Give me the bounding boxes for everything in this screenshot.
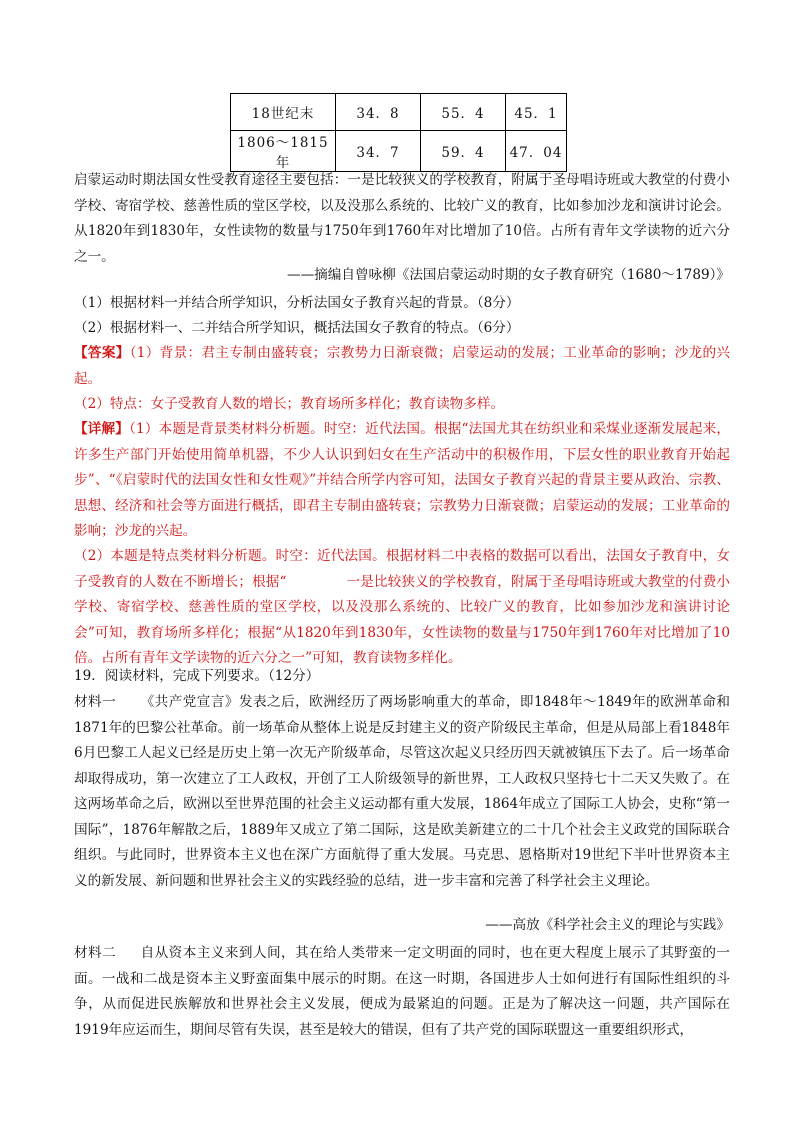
material-1-label: 材料一	[74, 694, 117, 710]
table-cell: 59．4	[421, 131, 506, 172]
detail-part-1: （1）本题是背景类材料分析题。时空：近代法国。根据“法国尤其在纺织业和采煤业逐渐发展起来，许多生产部门开始使用简单机器，不少人认识到妇女在生产活动中的积极作用，下层女性的职业教育开始起步”、“《启蒙时代的法国女性和女性观》”并结合所学内容可知，法国女子教育兴起的背景主要从政治、宗教、思想、经济和社会等方面进行概括，即君主专制由盛转衰；宗教势力日渐衰微；启蒙运动的发展；工业革命的影响；沙龙的兴起。	[74, 421, 731, 539]
material-1-text: 《共产党宣言》发表之后，欧洲经历了两场影响重大的革命，即1848年～1849年的欧洲革命和1871年的巴黎公社革命。前一场革命从整体上说是反封建主义的资产阶级民主革命，但是从局部上看1848年6月巴黎工人起义已经是历史上第一次无产阶级革命，尽管这次起义只经历四天就被镇压下去了。后一场革命却取得成功，第一次建立了工人政权，开创了工人阶级领导的新世界，工人政权只坚持七十二天又失败了。在这两场革命之后，欧洲以至世界范围的社会主义运动都有重大发展，1864年成立了国际工人协会，史称“第一国际”，1876年解散之后，1889年又成立了第二国际，这是欧美新建立的二十几个社会主义政党的国际联合组织。与此同时，世界资本主义也在深广方面航得了重大发展。马克思、恩格斯对19世纪下半叶世界资本主义的新发展、新问题和世界社会主义的实践经验的总结，进一步丰富和完善了科学社会主义理论。	[74, 694, 731, 889]
table-row	[231, 94, 567, 131]
question-19-title: 19．阅读材料，完成下列要求。（12分）	[74, 668, 320, 684]
answer-part-1: （1）背景：君主专制由盛转衰；宗教势力日渐衰微；启蒙运动的发展；工业革命的影响；沙龙的兴起。	[74, 345, 730, 387]
material-text: 启蒙运动时期法国女性受教育途径主要包括：一是比较狭义的学校教育，附属于圣母唱诗班或大教堂的付费小学校、寄宿学校、慈善性质的堂区学校，以及没那么系统的、比较广义的教育，比如参加沙龙和演讲讨论会。从1820年到1830年，女性读物的数量与1750年到1760年对比增加了10倍。占所有青年文学读物的近六分之一。	[74, 172, 730, 265]
material-1	[74, 690, 730, 894]
detail-part-2	[74, 544, 730, 672]
table-cell: 55．4	[421, 94, 506, 131]
table-cell: 34．7	[336, 131, 421, 172]
question-1: （1）根据材料一并结合所学知识，分析法国女子教育兴起的背景。（8分）	[74, 295, 520, 311]
table-row	[231, 131, 567, 172]
table-cell: 18世纪末	[231, 94, 336, 131]
table-cell: 47．04	[506, 131, 567, 172]
detail-tag: 【详解】	[74, 421, 130, 437]
answer-tag: 【答案】	[74, 345, 130, 361]
table-cell: 45．1	[506, 94, 567, 131]
material-2	[74, 941, 730, 1043]
table-cell: 34．8	[336, 94, 421, 131]
question-2: （2）根据材料一、二并结合所学知识，概括法国女子教育的特点。（6分）	[74, 320, 520, 336]
material-2-label: 材料二	[74, 945, 117, 961]
material-2-text: 自从资本主义来到人间，其在给人类带来一定文明面的同时，也在更大程度上展示了其野蛮的一面。一战和二战是资本主义野蛮面集中展示的时期。在这一时期，各国进步人士如何进行有国际性组织的斗争，从而促进民族解放和世界社会主义发展，便成为最紧迫的问题。正是为了解决这一问题，共产国际在1919年应运而生，期间尽管有失误，甚至是较大的错误，但有了共产党的国际联盟这一重要组织形式，	[74, 945, 731, 1038]
data-table	[230, 93, 567, 172]
source-citation: ——摘编自曾咏柳《法国启蒙运动时期的女子教育研究（1680～1789）》	[286, 267, 730, 283]
detail-part-2-b: 一是比较狭义的学校教育，附属于圣母唱诗班或大教堂的付费小学校、寄宿学校、慈善性质的堂区学校，以及没那么系统的、比较广义的教育，比如参加沙龙和演讲讨论会”可知，教育场所多样化；根据“从1820年到1830年，女性读物的数量与1750年到1760年对比增加了10倍。占所有青年文学读物的近六分之一”可知，教育读物多样化。	[74, 573, 731, 666]
material-1-source: ——高放《科学社会主义的理论与实践》	[485, 917, 730, 933]
answer-part-2: （2）特点：女子受教育人数的增长；教育场所多样化；教育读物多样。	[74, 396, 505, 412]
detail-block	[74, 417, 730, 545]
detail-part-2-a: （2）本题是特点类材料分析题。时空：近代法国。根据材料二中表格的数据可以看出，法国女子教育中，女子受教育的人数在不断增长；根据“	[74, 548, 730, 590]
table-cell: 1806～1815年	[231, 131, 336, 172]
answer-block	[74, 341, 730, 392]
